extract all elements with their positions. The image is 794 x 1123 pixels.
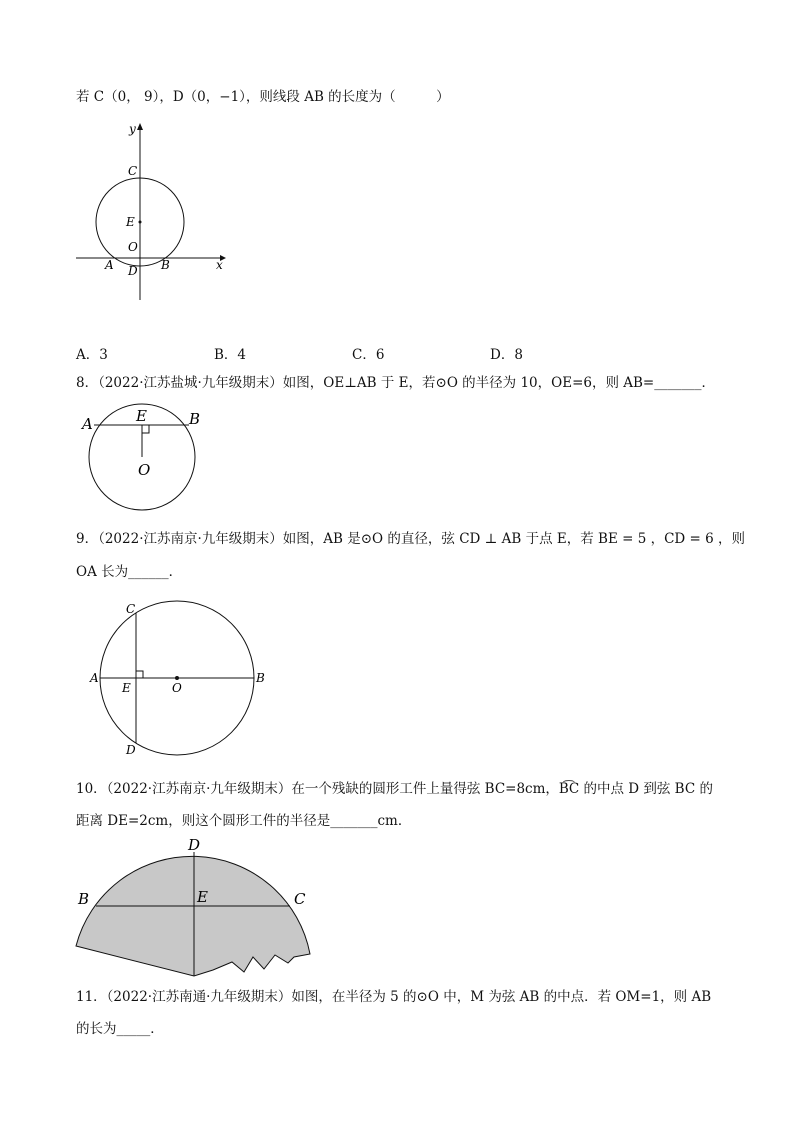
label-o: O (172, 681, 182, 695)
center-point-o (175, 676, 179, 680)
q7-option-d[interactable]: D．8 (490, 347, 523, 363)
q10-stem-line1: 10．（2022·江苏南京·九年级期末）在一个残缺的圆形工件上量得弦 BC=8cm，B͡C 的中点 D 到弦 BC 的 (76, 781, 713, 797)
q10-figure (70, 836, 330, 981)
label-c: C (294, 890, 306, 908)
label-e: E (126, 215, 135, 229)
label-o: O (128, 240, 138, 254)
center-point-e (139, 221, 142, 224)
broken-circle-piece (76, 856, 310, 976)
q8-figure (80, 402, 210, 517)
label-e: E (197, 888, 208, 906)
label-a: A (82, 415, 93, 433)
q10-stem-line2: 距离 DE=2cm，则这个圆形工件的半径是_______cm． (76, 813, 412, 829)
y-axis-arrow (137, 123, 143, 130)
right-angle-mark (142, 425, 149, 433)
label-y: y (129, 122, 136, 136)
label-c: C (126, 602, 136, 616)
label-c: C (128, 164, 138, 178)
label-d: D (126, 743, 136, 757)
q9-stem-line1: 9．（2022·江苏南京·九年级期末）如图，AB 是⊙O 的直径，弦 CD ⊥ AB 于点 E，若 BE = 5 ，CD = 6 ，则 (76, 531, 746, 547)
label-a: A (105, 258, 114, 272)
label-o: O (138, 461, 151, 479)
q9-figure (88, 600, 278, 760)
label-b: B (78, 890, 90, 908)
label-b: B (256, 671, 265, 685)
label-d: D (128, 264, 138, 278)
label-b: B (189, 410, 201, 428)
q7-figure (70, 118, 230, 308)
q8-stem: 8．（2022·江苏盐城·九年级期末）如图，OE⊥AB 于 E，若⊙O 的半径为 10，OE=6，则 AB=_______． (76, 375, 715, 391)
q9-stem-line2: OA 长为______． (76, 564, 183, 580)
label-a: A (90, 671, 99, 685)
q11-stem-line2: 的长为_____． (76, 1021, 164, 1037)
label-x: x (216, 258, 223, 272)
label-e: E (136, 407, 147, 425)
label-b: B (161, 258, 170, 272)
label-e: E (122, 681, 131, 695)
right-angle-mark (136, 671, 143, 678)
q7-stem: 若 C（0， 9），D（0，−1），则线段 AB 的长度为（ ） (76, 89, 450, 105)
q7-option-c[interactable]: C．6 (352, 347, 385, 363)
q11-stem-line1: 11．（2022·江苏南通·九年级期末）如图，在半径为 5 的⊙O 中，M 为弦 AB 的中点．若 OM=1，则 AB (76, 989, 712, 1005)
q7-option-a[interactable]: A．3 (76, 347, 108, 363)
q7-option-b[interactable]: B．4 (214, 347, 247, 363)
label-d: D (188, 836, 201, 854)
